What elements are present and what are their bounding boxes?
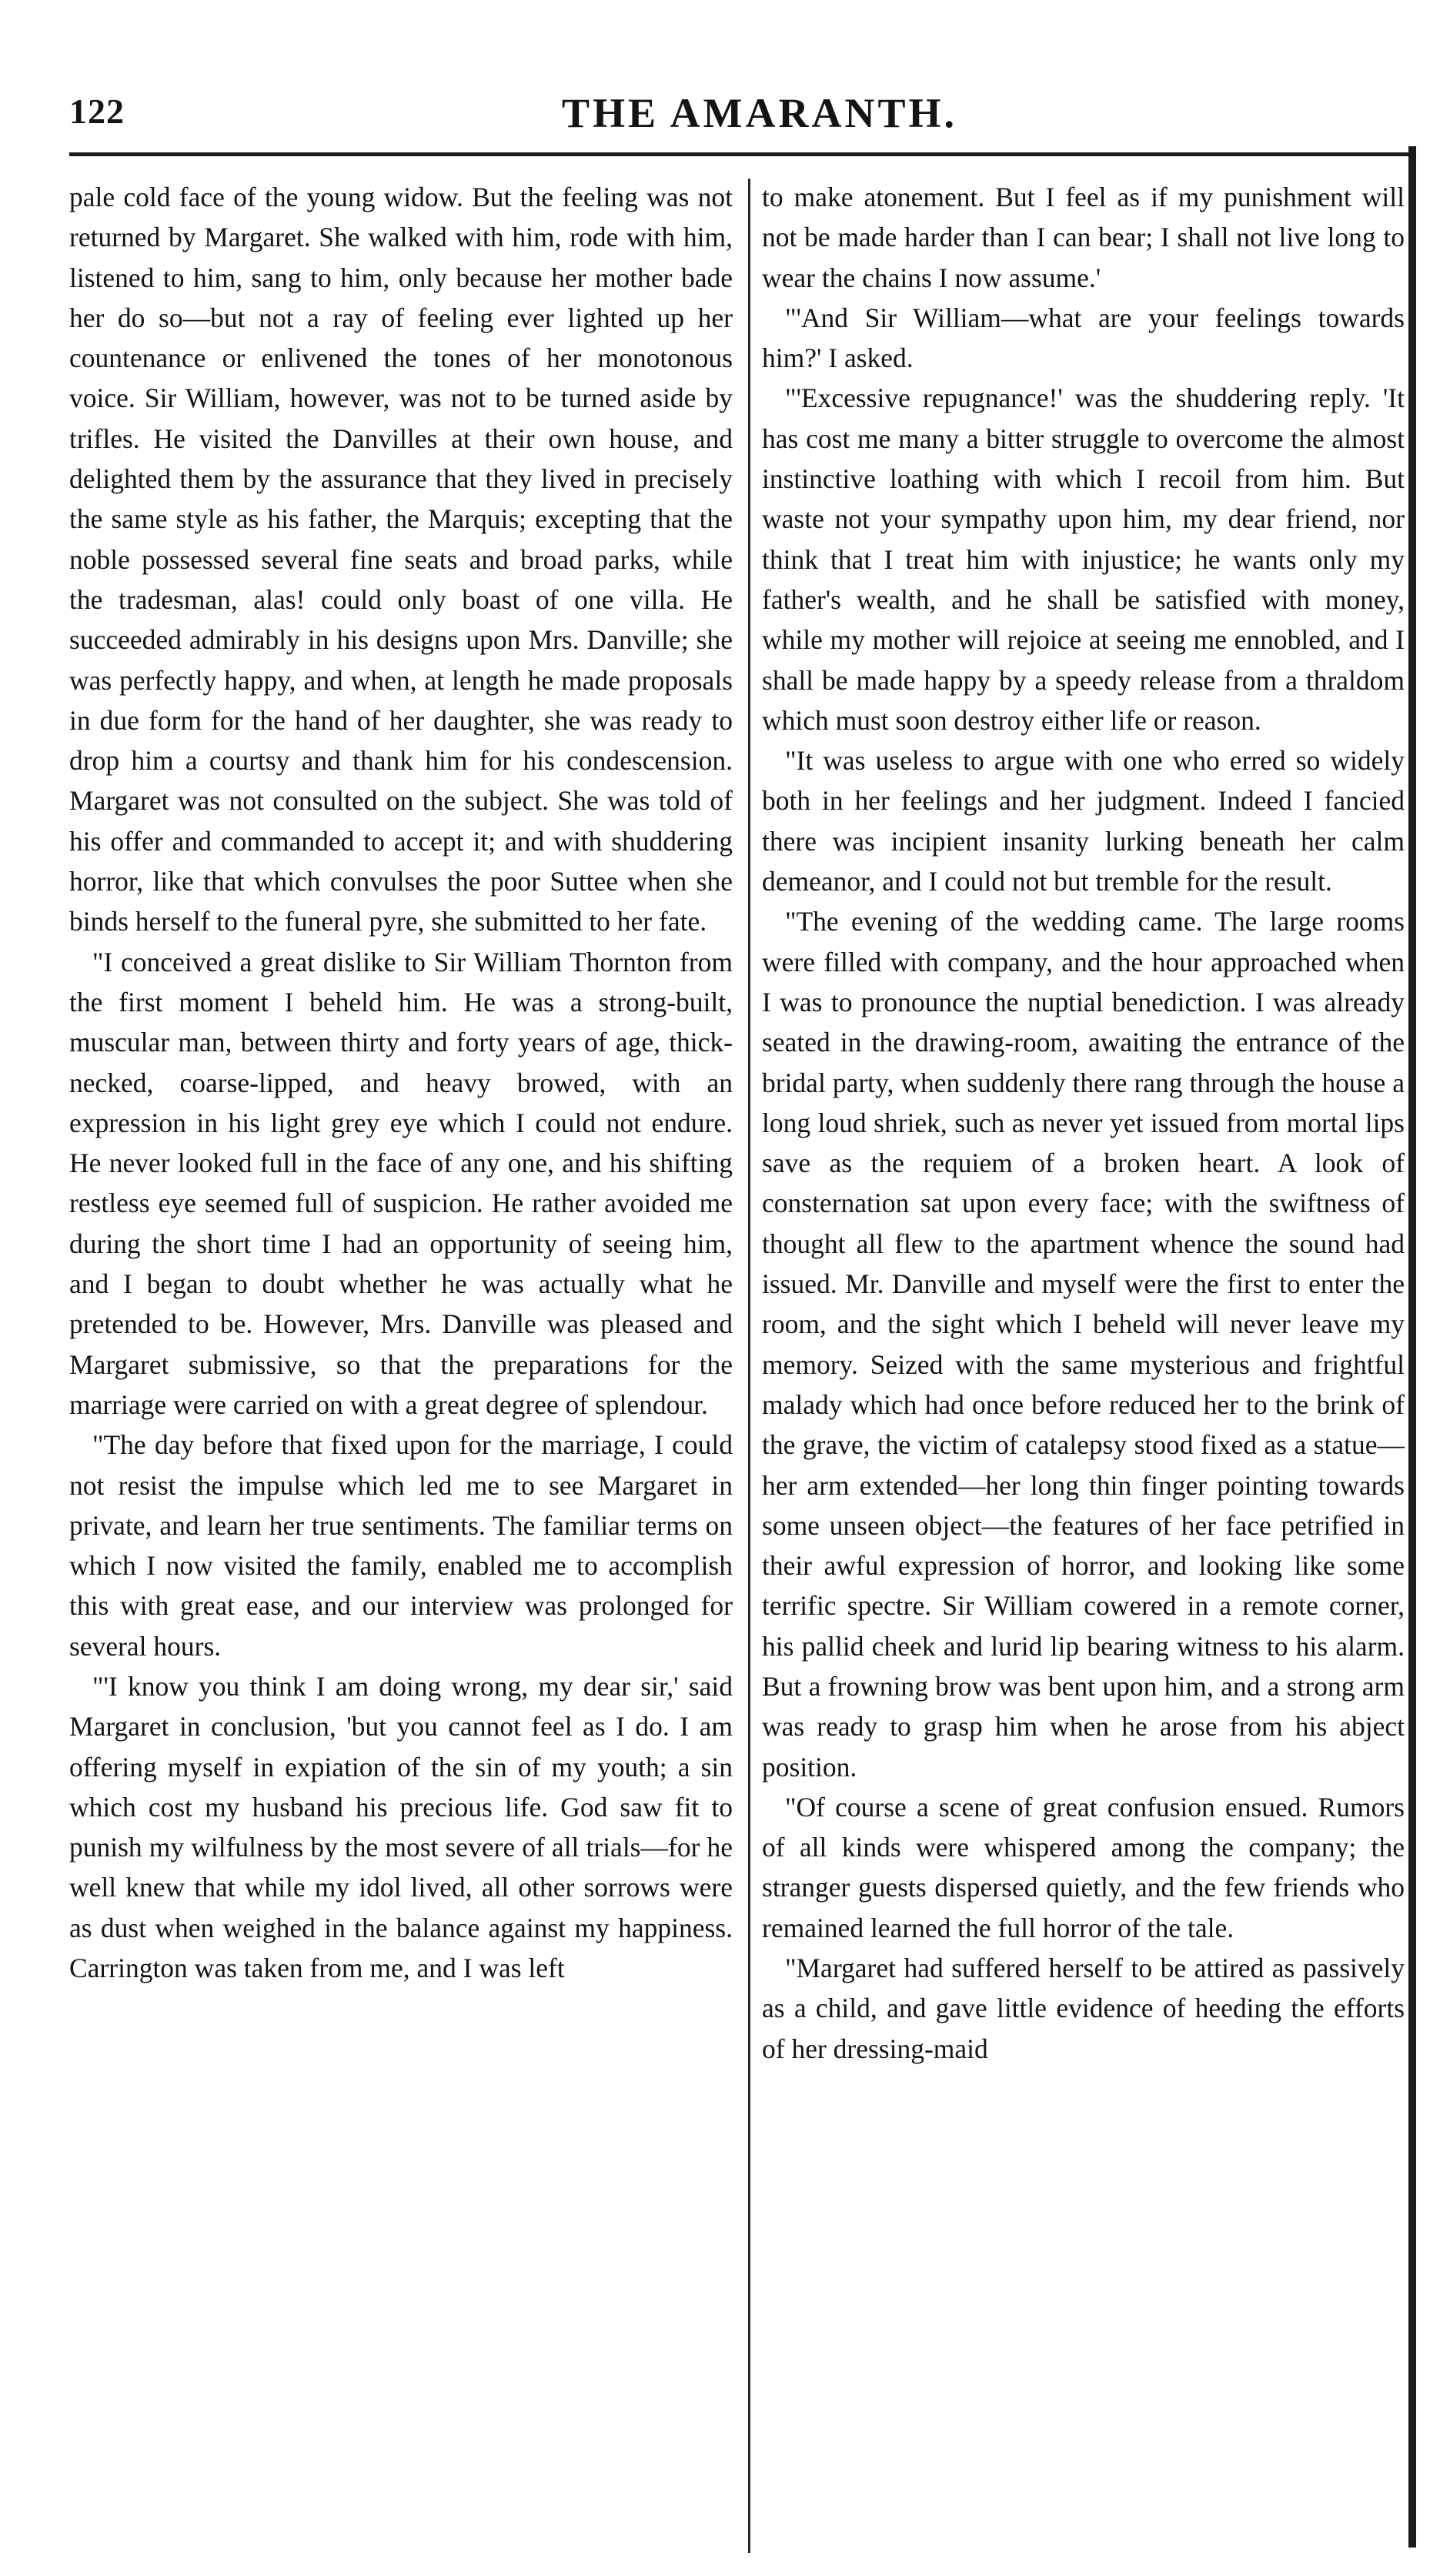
paragraph: "Margaret had suffered herself to be attired as passively as a child, and gave little evidence of heeding the efforts of her dressing-maid [762,1953,1405,2064]
page-edge-bar [1408,146,1416,2548]
header-rule [69,152,1410,156]
paragraph: to make atonement. But I feel as if my punishment will not be made harder than I can bear; I shall not live long to wear the chains I now assume.' [762,182,1405,293]
paragraph: "The evening of the wedding came. The large rooms were filled with company, and the hour approached when I was to pronounce the nuptial benediction. I was already seated in the drawing-room, awaiting the entrance of the bridal party, when suddenly there rang through the house a long loud shriek, such as never yet issued from mortal lips save as the requiem of a broken heart. A look of consternation sat upon every face; with the swiftness of thought all flew to the apartment whence the sound had issued. Mr. Danville and myself were the first to enter the room, and the sight which I beheld will never leave my memory. Seized with the same mysterious and frightful malady which had once before reduced her to the brink of the grave, the victim of catalepsy stood fixed as a statue—her arm extended—her long thin finger pointing towards some unseen object—the features of her face petrified in their awful expression of horror, and looking like some terrific spectre. Sir William cowered in a remote corner, his pallid cheek and lurid lip bearing witness to his alarm. But a frowning brow was bent upon him, and a strong arm was ready to grasp him when he arose from his abject position. [762,906,1405,1782]
page-header [69,91,1393,152]
paragraph: "Of course a scene of great confusion ensued. Rumors of all kinds were whispered among the company; the stranger guests dispersed quietly, and the few friends who remained learned the full horror of the tale. [762,1791,1405,1943]
right-column [762,177,1405,2069]
paragraph: "'I know you think I am doing wrong, my dear sir,' said Margaret in conclusion, 'but you cannot feel as I do. I am offering myself in expiation of the sin of my youth; a sin which cost my husband his precious life. God saw fit to punish my wilfulness by the most severe of all trials—for he well knew that while my idol lived, all other sorrows were as dust when weighed in the balance against my happiness. Carrington was taken from me, and I was left [69,1670,733,1984]
left-column [69,177,733,1988]
paragraph: "I conceived a great dislike to Sir William Thornton from the first moment I beheld him. He was a strong-built, muscular man, between thirty and forty years of age, thick-necked, coarse-lipped, and heavy browed, with an expression in his light grey eye which I could not endure. He never looked full in the face of any one, and his shifting restless eye seemed full of suspicion. He rather avoided me during the short time I had an opportunity of seeing him, and I began to doubt whether he was actually what he pretended to be. However, Mrs. Danville was pleased and Margaret submissive, so that the preparations for the marriage were carried on with a great degree of splendour. [69,946,733,1420]
paragraph: "'Excessive repugnance!' was the shuddering reply. 'It has cost me many a bitter struggle to overcome the almost instinctive loathing with which I recoil from him. But waste not your sympathy upon him, my dear friend, nor think that I treat him with injustice; he wants only my father's wealth, and he shall be satisfied with money, while my mother will rejoice at seeing me ennobled, and I shall be made happy by a speedy release from a thraldom which must soon destroy either life or reason. [762,383,1405,736]
page-number: 122 [69,92,125,131]
paragraph: pale cold face of the young widow. But the feeling was not returned by Margaret. She walked with him, rode with him, listened to him, sang to him, only because her mother bade her do so—but not a ray of feeling ever lighted up her countenance or enlivened the tones of her monotonous voice. Sir William, however, was not to be turned aside by trifles. He visited the Danvilles at their own house, and delighted them by the assurance that they lived in precisely the same style as his father, the Marquis; excepting that the noble possessed several fine seats and broad parks, while the tradesman, alas! could only boast of one villa. He succeeded admirably in his designs upon Mrs. Danville; she was perfectly happy, and when, at length he made proposals in due form for the hand of her daughter, she was ready to drop him a courtsy and thank him for his condescension. Margaret was not consulted on the subject. She was told of his offer and commanded to accept it; and with shuddering horror, like that which convulses the poor Suttee when she binds herself to the funeral pyre, she submitted to her fate. [69,182,733,937]
paragraph: "'And Sir William—what are your feelings towards him?' I asked. [762,302,1405,374]
paragraph: "It was useless to argue with one who erred so widely both in her feelings and her judgment. Indeed I fancied there was incipient insanity lurking beneath her calm demeanor, and I could not but tremble for the result. [762,745,1405,897]
column-divider [748,179,750,2553]
running-title: THE AMARANTH. [562,90,958,136]
paragraph: "The day before that fixed upon for the marriage, I could not resist the impulse which led me to see Margaret in private, and learn her true sentiments. The familiar terms on which I now visited the family, enabled me to accomplish this with great ease, and our interview was prolonged for several hours. [69,1429,733,1662]
